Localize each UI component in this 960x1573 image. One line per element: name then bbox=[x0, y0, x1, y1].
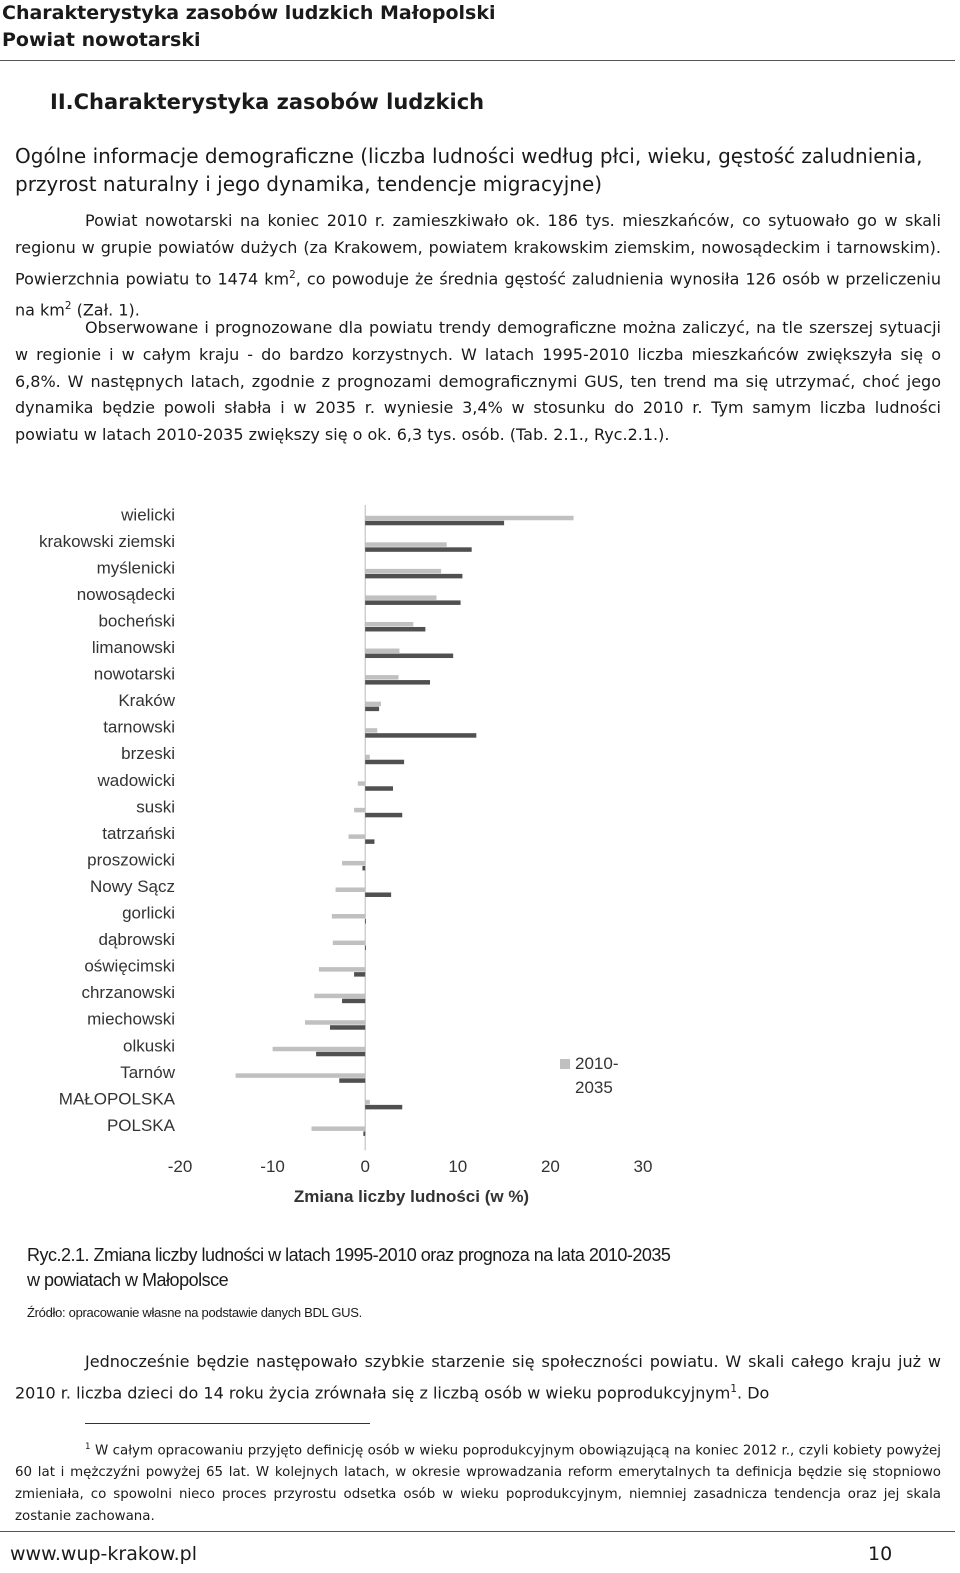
bar-2010-2035 bbox=[273, 1047, 366, 1052]
bar-1995-2010 bbox=[354, 972, 365, 977]
x-tick-label: -10 bbox=[260, 1157, 285, 1177]
x-tick-label: 30 bbox=[633, 1157, 653, 1177]
category-label: wielicki bbox=[121, 505, 175, 525]
category-label: proszowicki bbox=[87, 850, 175, 870]
bar-2010-2035 bbox=[365, 622, 413, 627]
bar-1995-2010 bbox=[365, 760, 404, 765]
category-label: dąbrowski bbox=[98, 930, 175, 950]
paragraph-1 bbox=[15, 208, 941, 324]
header-subtitle: Powiat nowotarski bbox=[2, 29, 201, 51]
footer-rule bbox=[0, 1531, 955, 1532]
legend-label-line-2: 2035 bbox=[575, 1078, 613, 1097]
bar-2010-2035 bbox=[342, 861, 365, 866]
bar-1995-2010 bbox=[339, 1078, 365, 1083]
category-label: nowotarski bbox=[93, 664, 175, 684]
paragraph-1-part3: (Zał. 1). bbox=[71, 300, 140, 320]
legend-label-line-1: 2010- bbox=[575, 1054, 619, 1073]
footer-url: www.wup-krakow.pl bbox=[10, 1543, 197, 1565]
section-subtitle: Ogólne informacje demograficzne (liczba ludności według płci, wieku, gęstość zaludnienia, przyrost naturalny i jego dynamika, tendencje migracyjne) bbox=[15, 144, 923, 196]
x-tick-label: 0 bbox=[360, 1157, 370, 1177]
bar-2010-2035 bbox=[365, 702, 381, 707]
bar-2010-2035 bbox=[349, 834, 366, 839]
bar-2010-2035 bbox=[365, 755, 370, 760]
bar-2010-2035 bbox=[236, 1073, 366, 1078]
category-label: MAŁOPOLSKA bbox=[58, 1089, 175, 1109]
category-label: Kraków bbox=[118, 691, 175, 711]
bar-1995-2010 bbox=[365, 680, 430, 685]
section-title: II.Charakterystyka zasobów ludzkich bbox=[50, 90, 485, 114]
category-label: tarnowski bbox=[103, 717, 175, 737]
x-axis-label: Zmiana liczby ludności (w %) bbox=[293, 1187, 530, 1207]
header-rule bbox=[0, 60, 955, 61]
x-tick-label: -20 bbox=[167, 1157, 193, 1177]
bar-1995-2010 bbox=[365, 946, 366, 951]
category-label: chrzanowski bbox=[81, 983, 175, 1003]
bar-2010-2035 bbox=[333, 941, 365, 946]
bar-2010-2035 bbox=[354, 808, 365, 813]
page-header bbox=[0, 0, 960, 54]
category-label: miechowski bbox=[87, 1009, 175, 1029]
bar-1995-2010 bbox=[365, 919, 366, 924]
bar-1995-2010 bbox=[365, 786, 393, 791]
paragraph-2-text: Obserwowane i prognozowane dla powiatu trendy demograficzne można zaliczyć, na tle szerszej sytuacji w regionie i w całym kraju - do bardzo korzystnych. W latach 1995-2010 liczba mieszkańców zwiększyła się o 6,8%. W następnych latach, zgodnie z prognozami demograficznymi GUS, ten trend ma się utrzymać, choć jego dynamika będzie powoli słabła i w 2035 r. wyniesie 3,4% w stosunku do 2010 r. Tym samym liczba ludności powiatu w latach 2010-2035 zwiększy się o ok. 6,3 tys. osób. (Tab. 2.1., Ryc.2.1.). bbox=[15, 318, 941, 445]
category-label: myślenicki bbox=[96, 558, 175, 578]
caption-line-1: Ryc.2.1. Zmiana liczby ludności w latach 1995-2010 oraz prognoza na lata 2010-2035 bbox=[27, 1245, 671, 1265]
caption-line-2: w powiatach w Małopolsce bbox=[27, 1270, 229, 1290]
bar-1995-2010 bbox=[363, 1131, 365, 1136]
paragraph-2 bbox=[15, 315, 941, 449]
category-label: olkuski bbox=[123, 1036, 175, 1056]
figure-source: Źródło: opracowanie własne na podstawie danych BDL GUS. bbox=[27, 1305, 362, 1320]
bar-2010-2035 bbox=[319, 967, 365, 972]
bar-1995-2010 bbox=[330, 1025, 365, 1030]
bar-1995-2010 bbox=[365, 600, 460, 605]
x-tick-label: 10 bbox=[448, 1157, 468, 1177]
category-label: Tarnów bbox=[120, 1062, 175, 1082]
bar-2010-2035 bbox=[305, 1020, 365, 1025]
category-label: POLSKA bbox=[106, 1115, 175, 1135]
bar-2010-2035 bbox=[336, 887, 366, 892]
bar-1995-2010 bbox=[362, 866, 365, 871]
bar-2010-2035 bbox=[365, 728, 377, 733]
page-number: 10 bbox=[868, 1543, 893, 1565]
superscript-km2-a: 2 bbox=[289, 268, 296, 281]
superscript-km2-b: 2 bbox=[64, 299, 72, 312]
category-label: suski bbox=[136, 797, 175, 817]
bar-2010-2035 bbox=[365, 675, 398, 680]
bar-2010-2035 bbox=[365, 595, 436, 600]
bar-1995-2010 bbox=[365, 892, 391, 897]
bar-1995-2010 bbox=[365, 574, 462, 579]
category-label: oświęcimski bbox=[84, 956, 175, 976]
paragraph-1-part2: , co powoduje że średnia gęstość zaludnienia wynosiła 126 osób w przeliczeniu na km bbox=[15, 268, 941, 320]
figure-caption bbox=[27, 1243, 747, 1293]
bar-2010-2035 bbox=[365, 649, 399, 654]
footnote-text: W całym opracowaniu przyjęto definicję osób w wieku poprodukcyjnym obowiązującą na koniec 2012 r., czyli kobiety powyżej 60 lat i mężczyźni powyżej 65 lat. W kolejnych latach, w okresie wprowadzania reform emerytalnych ta definicja będzie się stopniowo zmieniała, co spowolni nieco proces przyrostu odsetka osób w wieku poprodukcyjnym, niemniej zasadnicza tendencja oraz jej skala zostanie zachowana. bbox=[15, 1443, 941, 1525]
population-change-chart bbox=[15, 495, 665, 1215]
bar-1995-2010 bbox=[365, 839, 374, 844]
bar-2010-2035 bbox=[365, 569, 441, 574]
header-title: Charakterystyka zasobów ludzkich Małopolski bbox=[2, 2, 496, 24]
legend-swatch-2010-2035 bbox=[560, 1059, 570, 1069]
bar-1995-2010 bbox=[365, 707, 379, 712]
category-label: bocheński bbox=[98, 611, 175, 631]
category-label: krakowski ziemski bbox=[38, 531, 175, 551]
bar-1995-2010 bbox=[342, 999, 365, 1004]
paragraph-1-part1: Powiat nowotarski na koniec 2010 r. zamieszkiwało ok. 186 tys. mieszkańców, co sytuowało go w skali regionu w grupie powiatów dużych (za Krakowem, powiatem krakowskim ziemskim, nowosądeckim i tarnowskim). Powierzchnia powiatu to 1474 km bbox=[15, 211, 941, 288]
bar-1995-2010 bbox=[365, 813, 402, 818]
bar-1995-2010 bbox=[365, 521, 504, 526]
footnote-mark: 1 bbox=[85, 1442, 91, 1452]
bar-1995-2010 bbox=[365, 733, 476, 738]
paragraph-3 bbox=[15, 1349, 941, 1407]
category-label: gorlicki bbox=[122, 903, 175, 923]
category-label: brzeski bbox=[121, 744, 175, 764]
paragraph-3-text: Jednocześnie będzie następowało szybkie starzenie się społeczności powiatu. W skali całego kraju już w 2010 r. liczba dzieci do 14 roku życia zrównała się z liczbą osób w wieku poprodukcyjnym bbox=[15, 1352, 941, 1403]
bar-1995-2010 bbox=[316, 1052, 365, 1057]
bar-1995-2010 bbox=[365, 547, 471, 552]
bar-2010-2035 bbox=[314, 994, 365, 999]
category-label: Nowy Sącz bbox=[89, 876, 175, 896]
category-label: wadowicki bbox=[97, 770, 175, 790]
footnote-reference: 1 bbox=[730, 1382, 738, 1395]
bar-2010-2035 bbox=[358, 781, 365, 786]
x-tick-label: 20 bbox=[540, 1157, 560, 1177]
paragraph-3-tail: . Do bbox=[737, 1383, 770, 1403]
bar-2010-2035 bbox=[332, 914, 365, 919]
bar-2010-2035 bbox=[365, 1100, 370, 1105]
footnote bbox=[15, 1436, 941, 1528]
bar-1995-2010 bbox=[365, 627, 425, 632]
bar-2010-2035 bbox=[365, 516, 573, 521]
bar-1995-2010 bbox=[365, 1105, 402, 1110]
bar-2010-2035 bbox=[311, 1126, 365, 1131]
category-label: limanowski bbox=[91, 638, 175, 658]
category-label: tatrzański bbox=[102, 823, 175, 843]
category-label: nowosądecki bbox=[76, 584, 175, 604]
bar-2010-2035 bbox=[365, 542, 446, 547]
bar-1995-2010 bbox=[365, 654, 453, 659]
footnote-separator bbox=[85, 1423, 370, 1424]
